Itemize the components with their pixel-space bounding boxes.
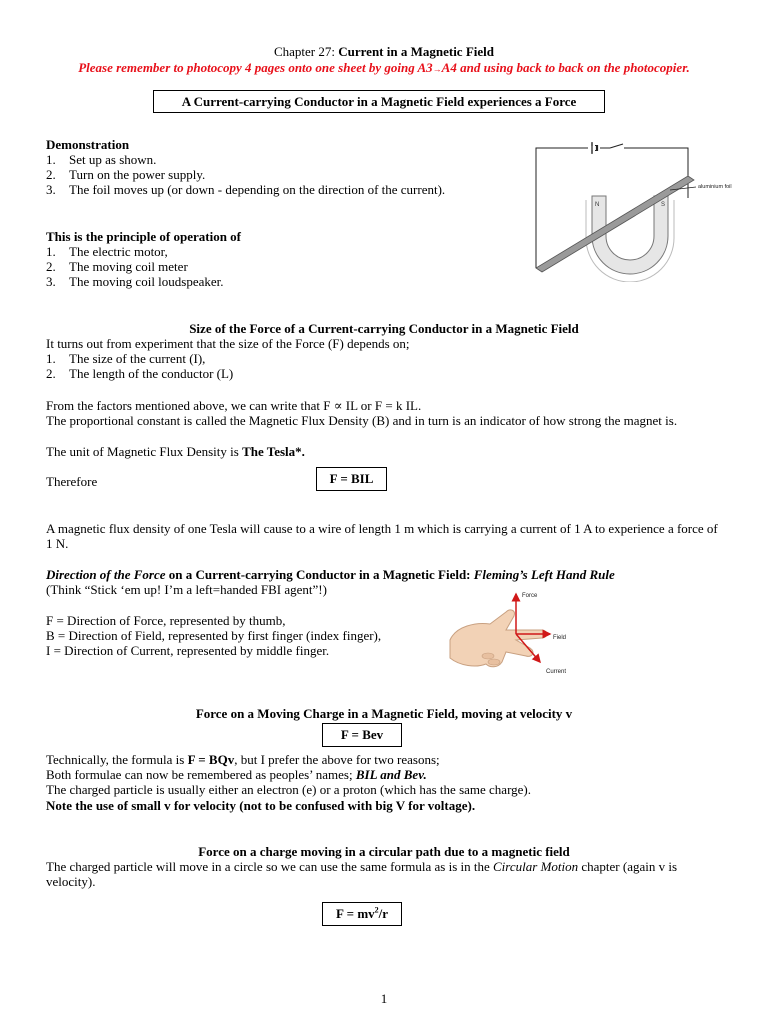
f-definition: F = Direction of Force, represented by thumb, bbox=[46, 613, 286, 628]
tech-prefix: Technically, the formula is bbox=[46, 752, 188, 767]
formula-main: F = mv bbox=[335, 906, 375, 921]
hand-icon bbox=[450, 610, 547, 667]
list-num: 2. bbox=[46, 167, 56, 182]
page-number: 1 bbox=[380, 991, 388, 1006]
size-list bbox=[46, 351, 233, 381]
photocopy-note-a: Please remember to photocopy 4 pages onto one sheet by going A3 bbox=[78, 60, 433, 75]
size-intro: It turns out from experiment that the size of the Force (F) depends on; bbox=[46, 336, 410, 351]
list-text: The moving coil meter bbox=[69, 259, 188, 274]
title-box bbox=[153, 90, 605, 113]
list-item bbox=[46, 274, 224, 289]
circular-italic: Circular Motion bbox=[493, 859, 579, 874]
principle-heading: This is the principle of operation of bbox=[46, 229, 242, 244]
arrow-icon: → bbox=[432, 64, 442, 74]
demo-list bbox=[46, 152, 445, 197]
direction-heading-a: Direction of the Force bbox=[46, 567, 166, 582]
list-text: The electric motor, bbox=[69, 244, 168, 259]
list-item bbox=[46, 182, 445, 197]
chapter-heading bbox=[0, 44, 768, 59]
names-bi: BIL and Bev. bbox=[355, 767, 427, 782]
moving-charge-heading: Force on a Moving Charge in a Magnetic Field, moving at velocity v bbox=[195, 706, 573, 721]
formula-end: /r bbox=[378, 906, 389, 921]
formula-bev: F = Bev bbox=[322, 723, 402, 747]
list-num: 1. bbox=[46, 244, 56, 259]
size-heading: Size of the Force of a Current-carrying Conductor in a Magnetic Field bbox=[189, 321, 579, 336]
unit-text bbox=[46, 444, 305, 459]
foil-label: aluminium foil bbox=[698, 184, 732, 190]
list-num: 3. bbox=[46, 182, 56, 197]
list-item bbox=[46, 244, 224, 259]
circular-heading: Force on a charge moving in a circular path due to a magnetic field bbox=[198, 844, 570, 859]
pole-n-label: N bbox=[595, 202, 600, 208]
principle-list bbox=[46, 244, 224, 289]
list-num: 1. bbox=[46, 152, 56, 167]
list-item bbox=[46, 152, 445, 167]
foil-apparatus-figure bbox=[528, 136, 742, 282]
photocopy-note-b: A4 and using back to back on the photocopier. bbox=[441, 60, 690, 75]
force-label: Force bbox=[522, 593, 538, 599]
velocity-note: Note the use of small v for velocity (not to be confused with big V for voltage). bbox=[46, 798, 476, 813]
list-num: 3. bbox=[46, 274, 56, 289]
demonstration-heading: Demonstration bbox=[46, 137, 130, 152]
current-label: Current bbox=[546, 669, 567, 675]
unit-prefix: The unit of Magnetic Flux Density is bbox=[46, 444, 243, 459]
left-hand-rule-figure bbox=[446, 588, 580, 682]
list-item bbox=[46, 259, 224, 274]
i-definition: I = Direction of Current, represented by middle finger. bbox=[46, 643, 330, 658]
list-text: Turn on the power supply. bbox=[69, 167, 206, 182]
list-num: 2. bbox=[46, 366, 56, 381]
tech-suffix: , but I prefer the above for two reasons; bbox=[234, 752, 440, 767]
tech-bold: F = BQv bbox=[187, 752, 235, 767]
chapter-prefix: Chapter 27: bbox=[273, 44, 339, 59]
list-item bbox=[46, 167, 445, 182]
list-text: The foil moves up (or down - depending on the direction of the current). bbox=[69, 182, 446, 197]
factors-text: From the factors mentioned above, we can write that F ∝ IL or F = k IL. bbox=[46, 398, 422, 413]
list-item bbox=[46, 366, 233, 381]
unit-bold: The Tesla*. bbox=[242, 444, 305, 459]
direction-heading bbox=[46, 567, 615, 582]
list-text: The size of the current (I), bbox=[69, 351, 206, 366]
formula-mv2r bbox=[322, 902, 402, 926]
list-text: Set up as shown. bbox=[69, 152, 157, 167]
circular-prefix: The charged particle will move in a circle so we can use the same formula as is in the bbox=[46, 859, 494, 874]
names-prefix: Both formulae can now be remembered as peoples’ names; bbox=[46, 767, 356, 782]
technical-text bbox=[46, 752, 440, 767]
think-text: (Think “Stick ‘em up! I’m a left=handed FBI agent”!) bbox=[46, 582, 327, 597]
names-text bbox=[46, 767, 427, 782]
title-box-text: A Current-carrying Conductor in a Magnetic Field experiences a Force bbox=[153, 90, 605, 113]
chapter-title: Current in a Magnetic Field bbox=[338, 44, 494, 59]
direction-heading-c: Fleming’s Left Hand Rule bbox=[473, 567, 615, 582]
direction-heading-b: on a Current-carrying Conductor in a Magnetic Field: bbox=[165, 567, 474, 582]
list-item bbox=[46, 351, 233, 366]
field-label: Field bbox=[553, 635, 567, 641]
pole-s-label: S bbox=[661, 202, 666, 208]
tesla-definition: A magnetic flux density of one Tesla will cause to a wire of length 1 m which is carrying a current of 1 A to experience a force of 1 N. bbox=[46, 521, 718, 551]
charged-text: The charged particle is usually either an electron (e) or a proton (which has the same charge). bbox=[46, 782, 532, 797]
circular-suffix: chapter (again v is velocity). bbox=[46, 859, 678, 889]
list-num: 2. bbox=[46, 259, 56, 274]
list-num: 1. bbox=[46, 351, 56, 366]
list-text: The length of the conductor (L) bbox=[69, 366, 234, 381]
list-text: The moving coil loudspeaker. bbox=[69, 274, 224, 289]
formula-bil: F = BIL bbox=[316, 467, 387, 491]
therefore-label: Therefore bbox=[46, 474, 98, 489]
formula-sup: 2 bbox=[374, 905, 379, 915]
constant-text: The proportional constant is called the Magnetic Flux Density (B) and in turn is an indicator of how strong the magnet is. bbox=[46, 413, 678, 428]
b-definition: B = Direction of Field, represented by first finger (index finger), bbox=[46, 628, 382, 643]
photocopy-note bbox=[0, 60, 768, 77]
circular-text bbox=[46, 859, 722, 889]
